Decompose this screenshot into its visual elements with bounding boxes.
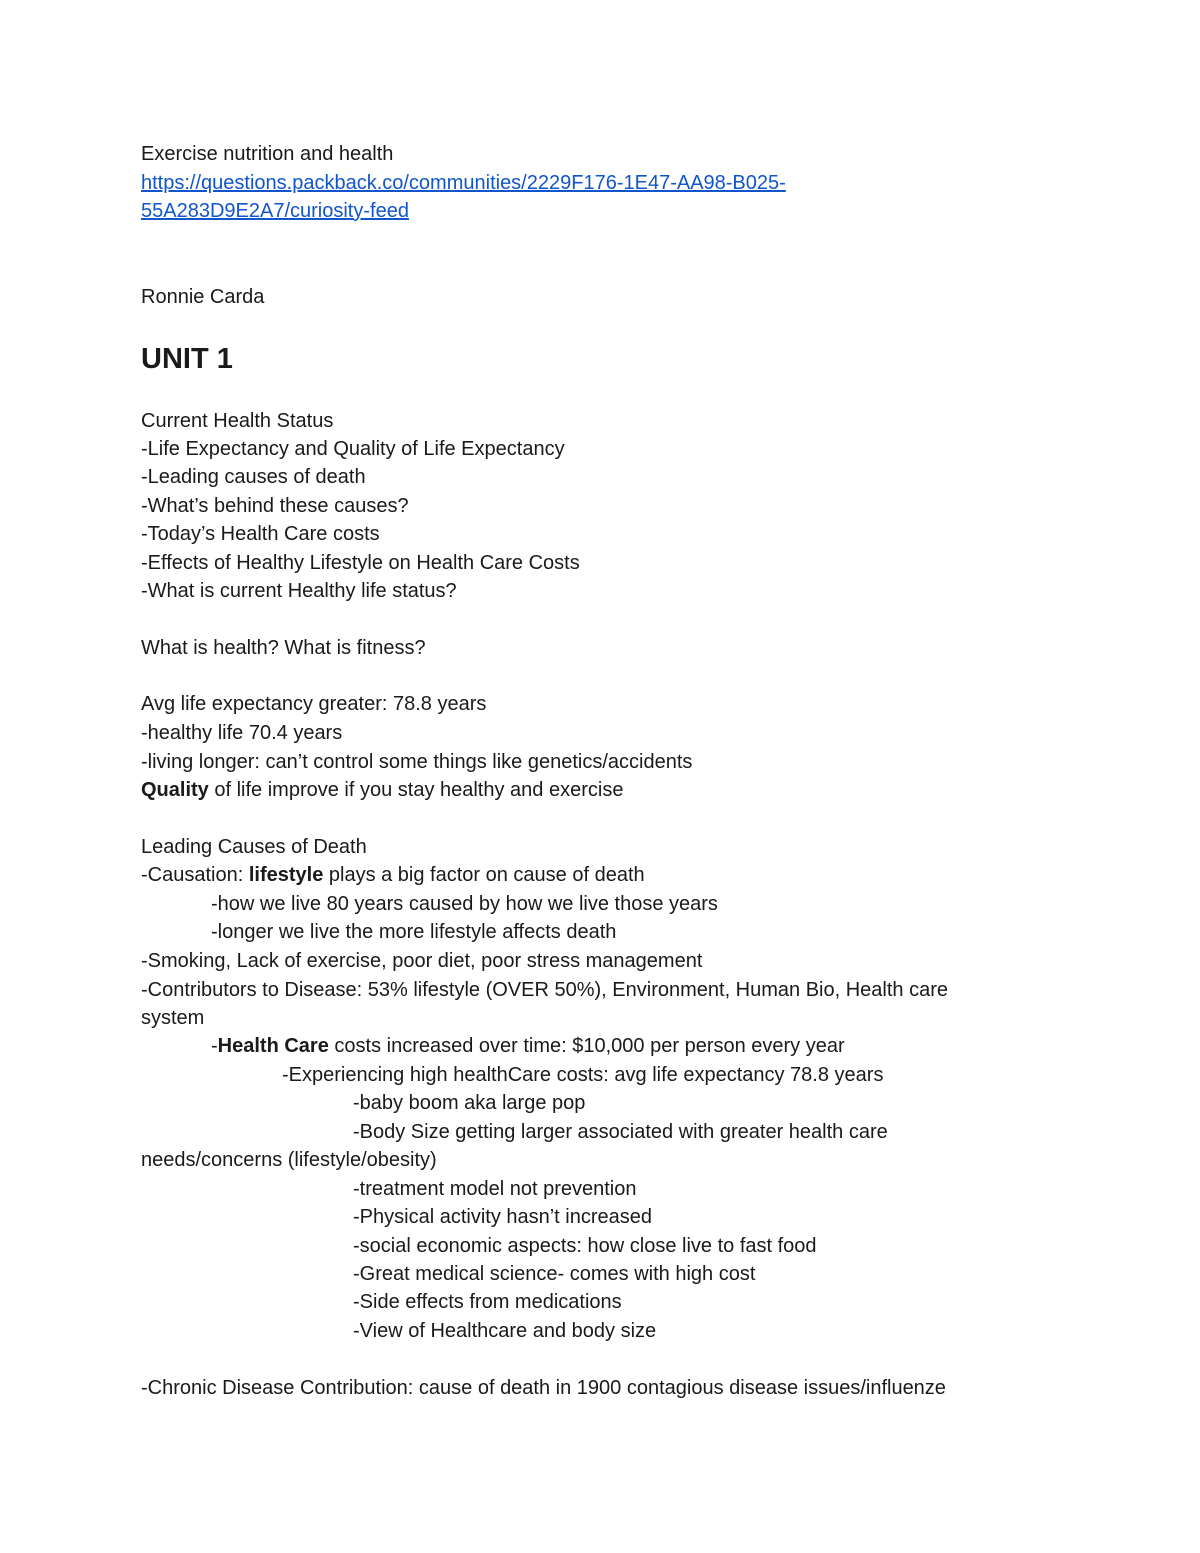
status-item: -Life Expectancy and Quality of Life Expectancy: [141, 438, 565, 460]
physical-activity-line: -Physical activity hasn’t increased: [353, 1206, 653, 1228]
side-effects-line: -Side effects from medications: [353, 1291, 622, 1313]
status-item: -What is current Healthy life status?: [141, 580, 457, 602]
health-care-costs-line: [211, 1034, 845, 1058]
causation-line: [141, 863, 645, 887]
experiencing-line: -Experiencing high healthCare costs: avg life expectancy 78.8 years: [282, 1064, 884, 1086]
hc-bold: Health Care: [217, 1035, 329, 1057]
view-healthcare-line: -View of Healthcare and body size: [353, 1320, 657, 1342]
quality-bold: Quality: [141, 779, 209, 801]
causation-bold: lifestyle: [248, 864, 324, 886]
status-item: -Today’s Health Care costs: [141, 523, 380, 545]
social-economic-line: -social economic aspects: how close live to fast food: [353, 1235, 817, 1257]
status-item: -Leading causes of death: [141, 466, 366, 488]
avg-life-expectancy: Avg life expectancy greater: 78.8 years: [141, 693, 487, 715]
causation-pre: -Causation:: [141, 864, 249, 886]
status-item: -Effects of Healthy Lifestyle on Health Care Costs: [141, 552, 580, 574]
how-we-live: -how we live 80 years caused by how we live those years: [211, 893, 718, 915]
unit-heading: UNIT 1: [141, 343, 233, 375]
smoking-line: -Smoking, Lack of exercise, poor diet, poor stress management: [141, 950, 703, 972]
contributors-line-2: system: [141, 1007, 205, 1029]
baby-boom-line: -baby boom aka large pop: [353, 1092, 586, 1114]
health-question: What is health? What is fitness?: [141, 637, 426, 659]
healthy-life: -healthy life 70.4 years: [141, 722, 343, 744]
packback-link-line-1[interactable]: https://questions.packback.co/communities/2229F176-1E47-AA98-B025-: [141, 172, 786, 194]
doc-title: Exercise nutrition and health: [141, 143, 394, 165]
status-heading: Current Health Status: [141, 410, 334, 432]
causes-heading: Leading Causes of Death: [141, 836, 367, 858]
author-name: Ronnie Carda: [141, 286, 265, 308]
quality-line: [141, 778, 623, 802]
hc-post: costs increased over time: $10,000 per person every year: [328, 1035, 845, 1057]
living-longer: -living longer: can’t control some things like genetics/accidents: [141, 751, 693, 773]
hc-pre: -: [211, 1035, 218, 1057]
packback-link-line-2[interactable]: 55A283D9E2A7/curiosity-feed: [141, 200, 409, 222]
contributors-line-1: -Contributors to Disease: 53% lifestyle (OVER 50%), Environment, Human Bio, Health care: [141, 979, 949, 1001]
quality-rest: of life improve if you stay healthy and exercise: [208, 779, 624, 801]
longer-we-live: -longer we live the more lifestyle affects death: [211, 921, 617, 943]
chronic-disease-line: -Chronic Disease Contribution: cause of death in 1900 contagious disease issues/influenze: [141, 1377, 946, 1399]
body-size-line-1: -Body Size getting larger associated with greater health care: [353, 1121, 888, 1143]
causation-post: plays a big factor on cause of death: [323, 864, 645, 886]
status-item: -What’s behind these causes?: [141, 495, 409, 517]
medical-science-line: -Great medical science- comes with high cost: [353, 1263, 756, 1285]
body-size-line-2: needs/concerns (lifestyle/obesity): [141, 1149, 437, 1171]
treatment-line: -treatment model not prevention: [353, 1178, 637, 1200]
